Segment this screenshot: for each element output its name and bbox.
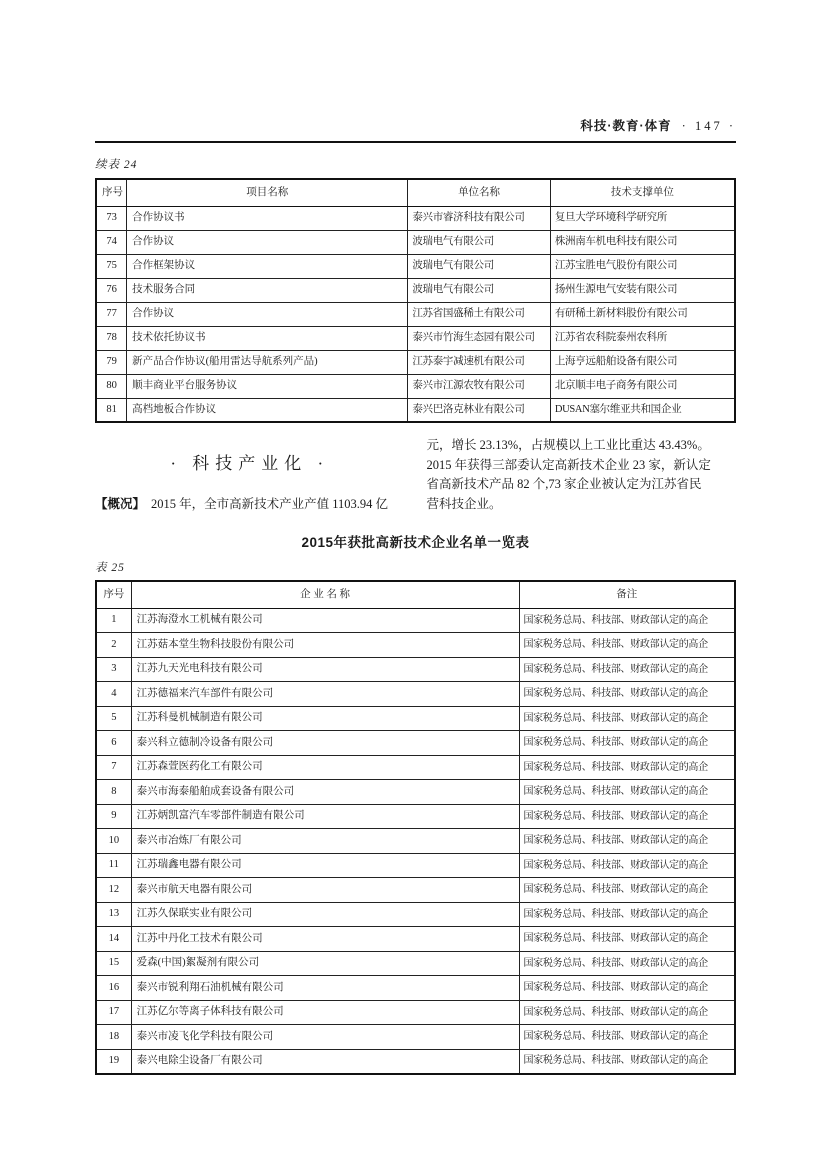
table25-col-remark: 备注 (519, 581, 735, 608)
table-cell: 江苏森萱医药化工有限公司 (131, 755, 519, 780)
table-cell: 江苏科曼机械制造有限公司 (131, 706, 519, 731)
overview-label: 【概况】 (95, 496, 146, 511)
table-cell: 12 (96, 878, 131, 903)
table-cell: 新产品合作协议(船用雷达导航系列产品) (127, 350, 408, 374)
table-cell: 国家税务总局、科技部、财政部认定的高企 (519, 853, 735, 878)
table-row (96, 976, 735, 1001)
table24-header-row (96, 179, 735, 206)
table24-caption: 续表 24 (95, 159, 138, 171)
table-cell: 复旦大学环境科学研究所 (550, 206, 735, 230)
table-cell: 5 (96, 706, 131, 731)
table-cell: 国家税务总局、科技部、财政部认定的高企 (519, 755, 735, 780)
table-cell: DUSAN塞尔维亚共和国企业 (550, 398, 735, 422)
table-cell: 13 (96, 902, 131, 927)
table-row (96, 254, 735, 278)
table-cell: 江苏炳凯富汽车零部件制造有限公司 (131, 804, 519, 829)
table-row (96, 1000, 735, 1025)
table-row (96, 350, 735, 374)
table-cell: 2 (96, 633, 131, 658)
table-row (96, 755, 735, 780)
table-row (96, 951, 735, 976)
section-heading: · 科技产业化 · (170, 454, 330, 473)
table-cell: 有研稀土新材料股份有限公司 (550, 302, 735, 326)
table-cell: 泰兴市竹海生态园有限公司 (408, 326, 550, 350)
prose-left-column (95, 436, 405, 514)
table-row (96, 902, 735, 927)
table25-col-enterprise: 企 业 名 称 (131, 581, 519, 608)
running-head (95, 116, 736, 143)
table-cell: 国家税务总局、科技部、财政部认定的高企 (519, 976, 735, 1001)
table-row (96, 230, 735, 254)
table-cell: 泰兴市锐利翔石油机械有限公司 (131, 976, 519, 1001)
table-cell: 扬州生源电气安装有限公司 (550, 278, 735, 302)
table-cell: 19 (96, 1049, 131, 1074)
text-line: 营科技企业。 (426, 496, 502, 511)
table-row (96, 608, 735, 633)
table-cell: 76 (96, 278, 127, 302)
page-content (95, 116, 736, 1075)
hightech-enterprises-table (95, 580, 736, 1075)
table-cell: 79 (96, 350, 127, 374)
table-cell: 国家税务总局、科技部、财政部认定的高企 (519, 1000, 735, 1025)
table-cell: 高档地板合作协议 (127, 398, 408, 422)
table-cell: 江苏九天光电科技有限公司 (131, 657, 519, 682)
table-cell: 7 (96, 755, 131, 780)
table-row (96, 206, 735, 230)
table-cell: 北京顺丰电子商务有限公司 (550, 374, 735, 398)
table-cell: 14 (96, 927, 131, 952)
table25-col-seq: 序号 (96, 581, 131, 608)
overview-text: 2015 年，全市高新技术产业产值 1103.94 亿 (151, 496, 389, 511)
table-cell: 10 (96, 829, 131, 854)
table-row (96, 302, 735, 326)
table-cell: 泰兴市海泰船舶成套设备有限公司 (131, 780, 519, 805)
table-cell: 波瑞电气有限公司 (408, 278, 550, 302)
table-cell: 江苏德福来汽车部件有限公司 (131, 682, 519, 707)
table-cell: 国家税务总局、科技部、财政部认定的高企 (519, 902, 735, 927)
table-cell: 国家税务总局、科技部、财政部认定的高企 (519, 633, 735, 658)
table-cell: 国家税务总局、科技部、财政部认定的高企 (519, 608, 735, 633)
table-cell: 泰兴巴洛克林业有限公司 (408, 398, 550, 422)
table-cell: 江苏亿尔等离子体科技有限公司 (131, 1000, 519, 1025)
table-cell: 80 (96, 374, 127, 398)
table-cell: 江苏久保联实业有限公司 (131, 902, 519, 927)
table-cell: 国家税务总局、科技部、财政部认定的高企 (519, 706, 735, 731)
table-row (96, 374, 735, 398)
table-cell: 11 (96, 853, 131, 878)
table-cell: 江苏宝胜电气股份有限公司 (550, 254, 735, 278)
cooperation-agreements-table (95, 178, 736, 423)
table-cell: 江苏省国盛稀土有限公司 (408, 302, 550, 326)
table-cell: 泰兴市睿济科技有限公司 (408, 206, 550, 230)
table24-col-project: 项目名称 (127, 179, 408, 206)
table-cell: 国家税务总局、科技部、财政部认定的高企 (519, 927, 735, 952)
table-row (96, 1049, 735, 1074)
table-cell: 17 (96, 1000, 131, 1025)
table25-header-row (96, 581, 735, 608)
table-cell: 国家税务总局、科技部、财政部认定的高企 (519, 804, 735, 829)
table-cell: 合作框架协议 (127, 254, 408, 278)
table-cell: 合作协议书 (127, 206, 408, 230)
table-cell: 江苏海澄水工机械有限公司 (131, 608, 519, 633)
table-cell: 波瑞电气有限公司 (408, 254, 550, 278)
table24-col-support: 技术支撑单位 (550, 179, 735, 206)
table-cell: 江苏省农科院泰州农科所 (550, 326, 735, 350)
table-cell: 78 (96, 326, 127, 350)
table-cell: 合作协议 (127, 230, 408, 254)
table-cell: 3 (96, 657, 131, 682)
table-cell: 国家税务总局、科技部、财政部认定的高企 (519, 951, 735, 976)
table-cell: 77 (96, 302, 127, 326)
table-cell: 国家税务总局、科技部、财政部认定的高企 (519, 1025, 735, 1050)
table24-col-unit: 单位名称 (408, 179, 550, 206)
table-cell: 74 (96, 230, 127, 254)
table-row (96, 326, 735, 350)
text-line: 省高新技术产品 82 个,73 家企业被认定为江苏省民 (426, 477, 702, 491)
table-cell: 9 (96, 804, 131, 829)
prose-right-column (427, 436, 737, 514)
table-cell: 泰兴市冶炼厂有限公司 (131, 829, 519, 854)
table-cell: 8 (96, 780, 131, 805)
table-row (96, 1025, 735, 1050)
table-cell: 爱森(中国)絮凝剂有限公司 (131, 951, 519, 976)
table-row (96, 927, 735, 952)
table-cell: 4 (96, 682, 131, 707)
table-cell: 株洲南车机电科技有限公司 (550, 230, 735, 254)
running-head-section: 科技·教育·体育 (580, 119, 672, 133)
table-cell: 国家税务总局、科技部、财政部认定的高企 (519, 731, 735, 756)
hightech-list-title: 2015年获批高新技术企业名单一览表 (301, 535, 530, 550)
table-row (96, 878, 735, 903)
table-cell: 国家税务总局、科技部、财政部认定的高企 (519, 780, 735, 805)
table-cell: 6 (96, 731, 131, 756)
table-row (96, 731, 735, 756)
table-cell: 泰兴市航天电器有限公司 (131, 878, 519, 903)
table-cell: 国家税务总局、科技部、财政部认定的高企 (519, 682, 735, 707)
table25-caption: 表 25 (95, 562, 125, 574)
table-cell: 国家税务总局、科技部、财政部认定的高企 (519, 829, 735, 854)
table-cell: 18 (96, 1025, 131, 1050)
table-cell: 泰兴电除尘设备厂有限公司 (131, 1049, 519, 1074)
table-cell: 81 (96, 398, 127, 422)
table-cell: 上海亨远船舶设备有限公司 (550, 350, 735, 374)
table-cell: 15 (96, 951, 131, 976)
table-cell: 国家税务总局、科技部、财政部认定的高企 (519, 878, 735, 903)
table-cell: 73 (96, 206, 127, 230)
page-number: · 147 · (681, 119, 736, 133)
table-cell: 75 (96, 254, 127, 278)
table-row (96, 398, 735, 422)
overview-paragraph (95, 495, 405, 515)
table-row (96, 682, 735, 707)
table-row (96, 633, 735, 658)
text-line: 2015 年获得三部委认定高新技术企业 23 家，新认定 (426, 457, 711, 472)
table-cell: 江苏菇本堂生物科技股份有限公司 (131, 633, 519, 658)
text-line: 元，增长 23.13%，占规模以上工业比重达 43.43%。 (426, 438, 710, 452)
table-cell: 泰兴市凌飞化学科技有限公司 (131, 1025, 519, 1050)
table-cell: 国家税务总局、科技部、财政部认定的高企 (519, 657, 735, 682)
table-cell: 泰兴科立德制冷设备有限公司 (131, 731, 519, 756)
table-row (96, 278, 735, 302)
table-cell: 1 (96, 608, 131, 633)
table-cell: 波瑞电气有限公司 (408, 230, 550, 254)
table-cell: 合作协议 (127, 302, 408, 326)
table-cell: 泰兴市江源农牧有限公司 (408, 374, 550, 398)
table-cell: 顺丰商业平台服务协议 (127, 374, 408, 398)
table-row (96, 829, 735, 854)
table-cell: 16 (96, 976, 131, 1001)
table-row (96, 804, 735, 829)
table-row (96, 706, 735, 731)
table-cell: 江苏泰宇减速机有限公司 (408, 350, 550, 374)
table-cell: 江苏瑞鑫电器有限公司 (131, 853, 519, 878)
table25-body (96, 608, 735, 1074)
table24-col-seq: 序号 (96, 179, 127, 206)
table-row (96, 657, 735, 682)
table-row (96, 853, 735, 878)
table-cell: 技术服务合同 (127, 278, 408, 302)
table24-body (96, 206, 735, 422)
table-cell: 国家税务总局、科技部、财政部认定的高企 (519, 1049, 735, 1074)
table-row (96, 780, 735, 805)
table-cell: 技术依托协议书 (127, 326, 408, 350)
prose-section (95, 436, 736, 514)
table-cell: 江苏中丹化工技术有限公司 (131, 927, 519, 952)
